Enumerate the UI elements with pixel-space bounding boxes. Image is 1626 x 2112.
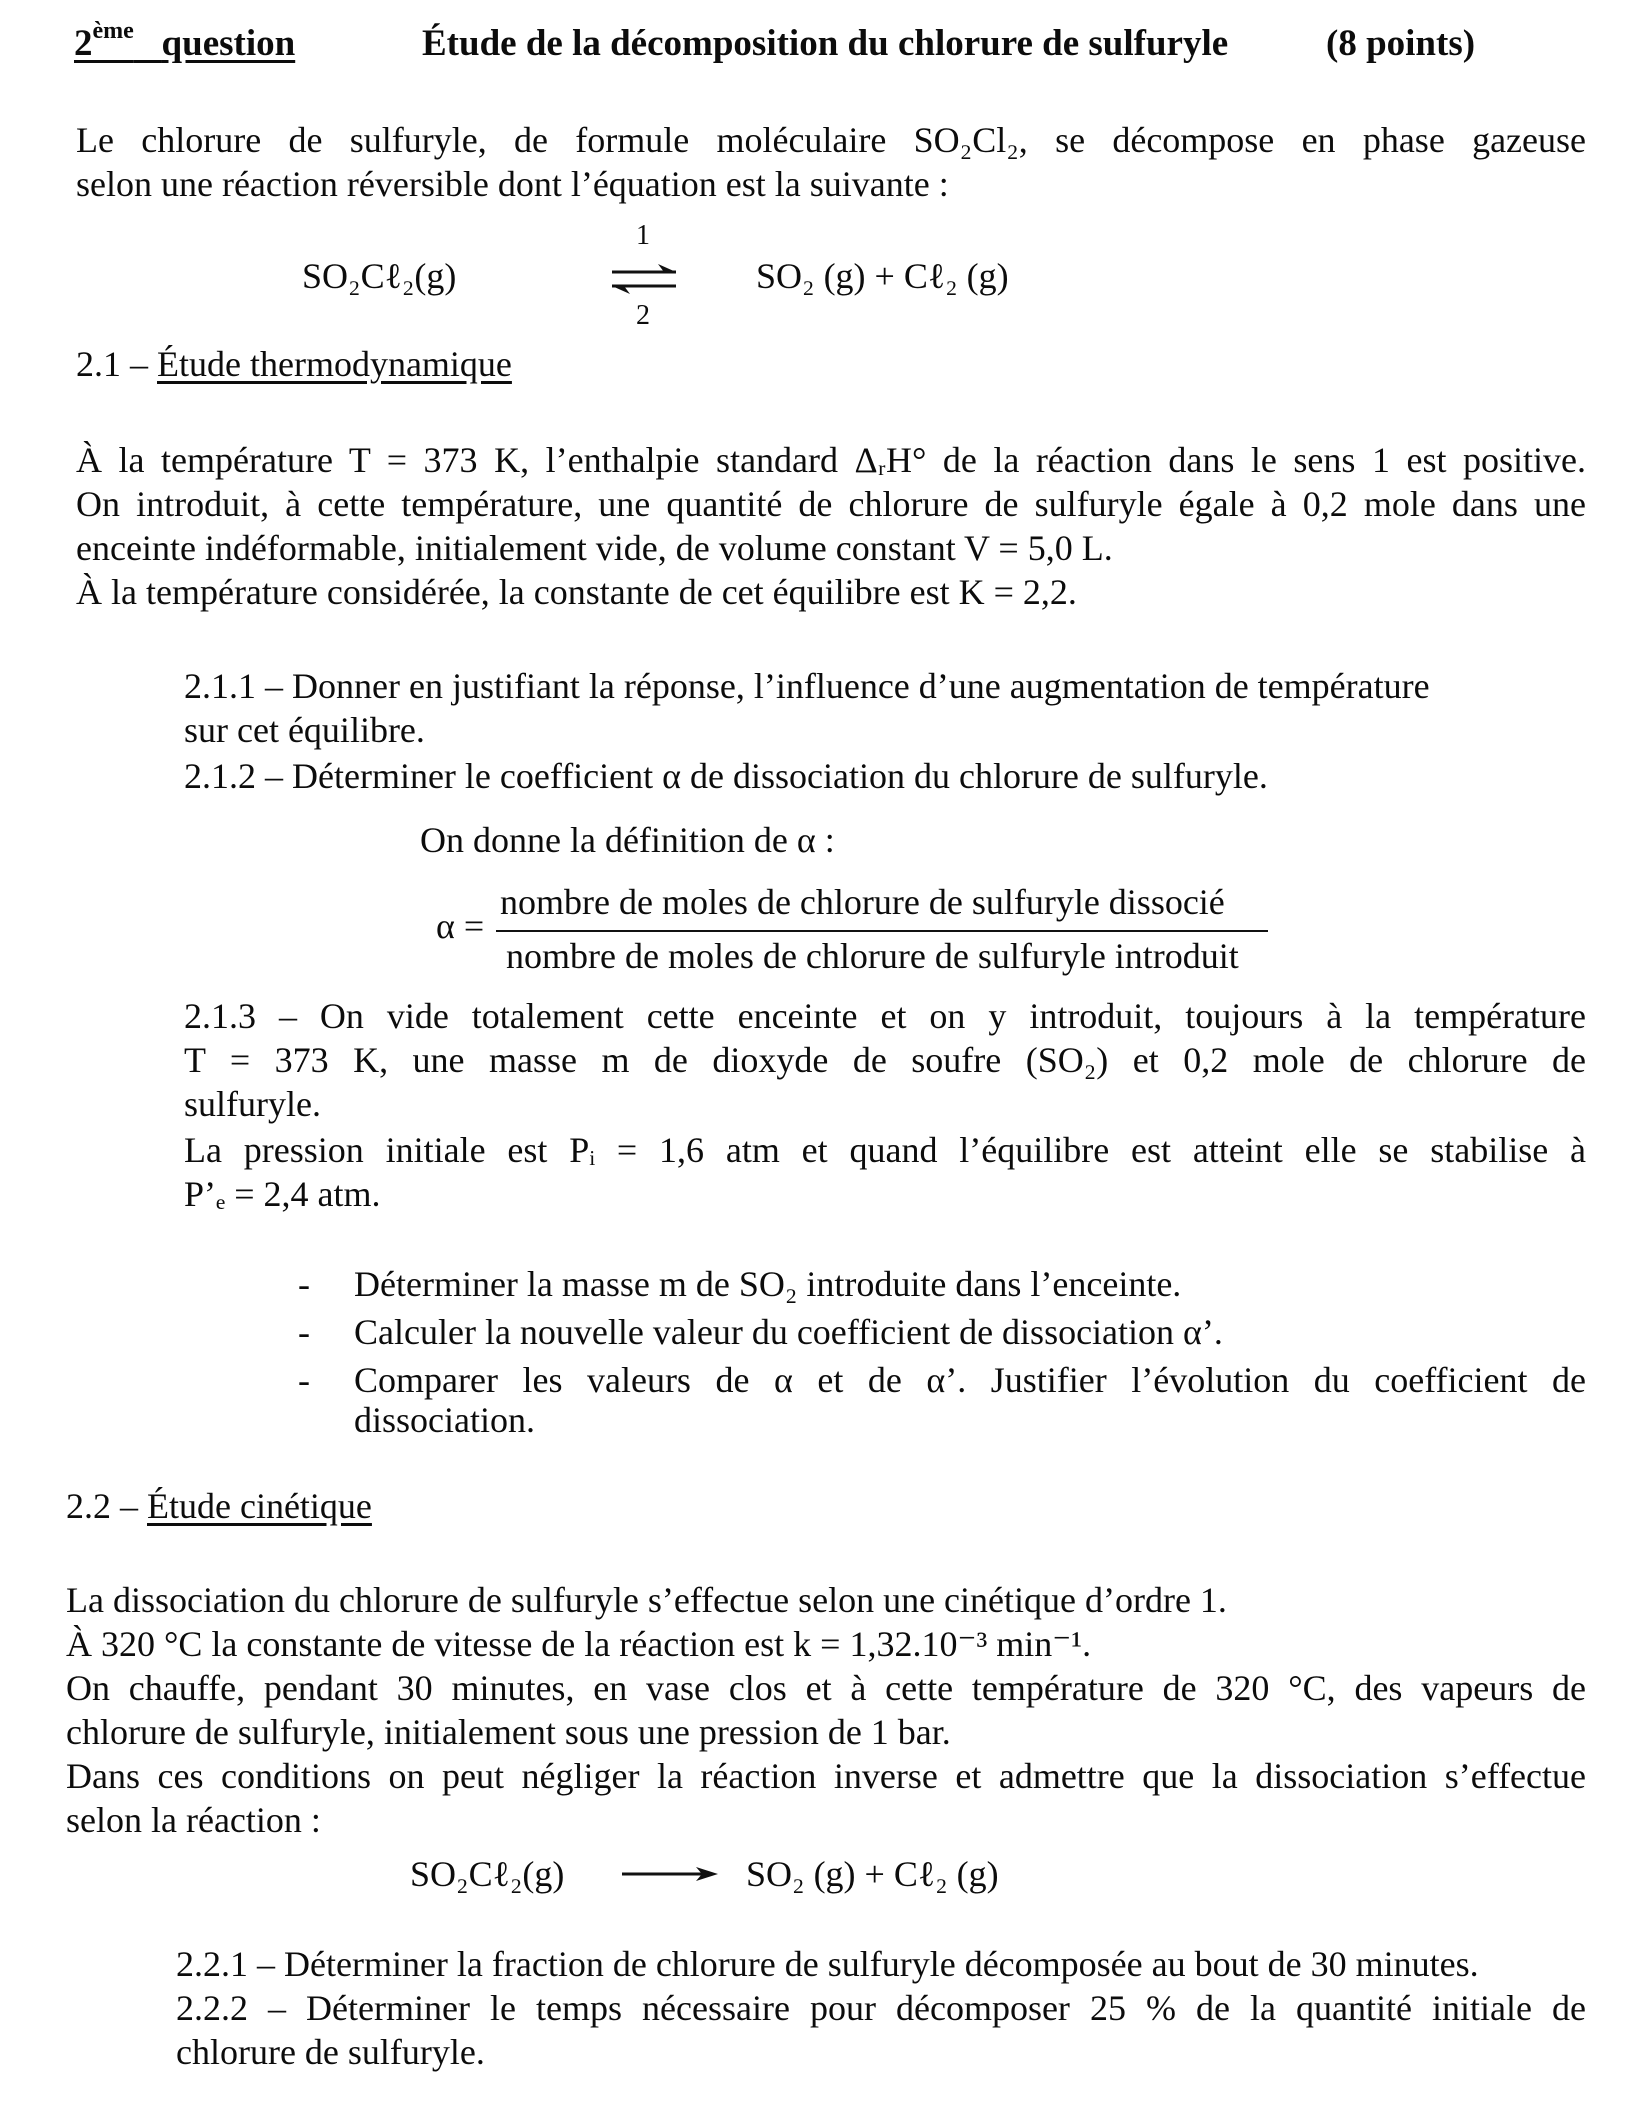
question-2-2-2: 2.2.2 – Déterminer le temps nécessaire pour décomposer 25 % de la quantité initiale de	[176, 1988, 1586, 2028]
bullet-item: Comparer les valeurs de α et de α’. Justifier l’évolution du coefficient de	[354, 1360, 1586, 1400]
question-2-1-1-cont: sur cet équilibre.	[184, 710, 425, 750]
equation-lhs: SO₂Cℓ₂(g)	[302, 256, 457, 296]
intro-line-2: selon une réaction réversible dont l’équation est la suivante :	[76, 164, 949, 204]
fraction-numerator: nombre de moles de chlorure de sulfuryle dissocié	[500, 882, 1225, 922]
bullet-mark: -	[298, 1312, 310, 1352]
question-number: 2ème question	[74, 17, 296, 64]
alpha-definition-intro: On donne la définition de α :	[420, 820, 835, 860]
reaction-arrow-icon	[620, 1864, 720, 1884]
fraction-bar	[496, 930, 1268, 932]
section-heading-2-1: 2.1 – Étude thermodynamique	[76, 344, 512, 384]
question-2-2-1: 2.2.1 – Déterminer la fraction de chlorure de sulfuryle décomposée au bout de 30 minutes.	[176, 1944, 1479, 1984]
equilibrium-equation	[0, 210, 1626, 330]
equation-rhs: SO₂ (g) + Cℓ₂ (g)	[756, 256, 1009, 296]
equation-lhs: SO₂Cℓ₂(g)	[410, 1854, 565, 1894]
question-2-1-3-line: T = 373 K, une masse m de dioxyde de soufre (SO₂) et 0,2 mole de chlorure de	[184, 1040, 1586, 1080]
kinetics-text-line: selon la réaction :	[66, 1800, 321, 1840]
exam-header	[74, 17, 1494, 72]
arrow-label-forward: 1	[636, 220, 650, 251]
kinetics-text-line: On chauffe, pendant 30 minutes, en vase clos et à cette température de 320 °C, des vapeurs de	[66, 1668, 1586, 1708]
points: (8 points)	[1326, 23, 1476, 64]
bullet-item: Déterminer la masse m de SO₂ introduite dans l’enceinte.	[354, 1264, 1182, 1304]
bullet-item: Calculer la nouvelle valeur du coefficient de dissociation α’.	[354, 1312, 1223, 1352]
thermo-text-line: enceinte indéformable, initialement vide, de volume constant V = 5,0 L.	[76, 528, 1113, 568]
thermo-text-line: On introduit, à cette température, une quantité de chlorure de sulfuryle égale à 0,2 mole dans une	[76, 484, 1586, 524]
arrow-label-backward: 2	[636, 300, 650, 331]
thermo-text-line: À la température T = 373 K, l’enthalpie standard ΔᵣH° de la réaction dans le sens 1 est positive.	[76, 440, 1586, 480]
fraction-denominator: nombre de moles de chlorure de sulfuryle introduit	[506, 936, 1239, 976]
decomposition-equation	[0, 1852, 1626, 1908]
kinetics-text-line: chlorure de sulfuryle, initialement sous une pression de 1 bar.	[66, 1712, 951, 1752]
question-2-1-3-line: P’ₑ = 2,4 atm.	[184, 1174, 381, 1214]
question-2-1-3-line: sulfuryle.	[184, 1084, 321, 1124]
alpha-symbol: α =	[436, 906, 485, 946]
bullet-mark: -	[298, 1264, 310, 1304]
bullet-item-cont: dissociation.	[354, 1400, 535, 1440]
section-heading-2-2: 2.2 – Étude cinétique	[66, 1486, 372, 1526]
alpha-formula	[0, 880, 1626, 1000]
question-title: Étude de la décomposition du chlorure de sulfuryle	[422, 23, 1229, 64]
bullet-mark: -	[298, 1360, 310, 1400]
question-2-2-2-cont: chlorure de sulfuryle.	[176, 2032, 485, 2072]
question-2-1-1: 2.1.1 – Donner en justifiant la réponse, l’influence d’une augmentation de température	[184, 666, 1430, 706]
question-2-1-3-line: La pression initiale est Pᵢ = 1,6 atm et quand l’équilibre est atteint elle se stabilise à	[184, 1130, 1586, 1170]
equation-rhs: SO₂ (g) + Cℓ₂ (g)	[746, 1854, 999, 1894]
thermo-text-line: À la température considérée, la constante de cet équilibre est K = 2,2.	[76, 572, 1077, 612]
question-2-1-2: 2.1.2 – Déterminer le coefficient α de dissociation du chlorure de sulfuryle.	[184, 756, 1268, 796]
kinetics-text-line: La dissociation du chlorure de sulfuryle s’effectue selon une cinétique d’ordre 1.	[66, 1580, 1227, 1620]
question-2-1-3: 2.1.3 – On vide totalement cette enceinte et on y introduit, toujours à la température	[184, 996, 1586, 1036]
kinetics-text-line: Dans ces conditions on peut négliger la réaction inverse et admettre que la dissociation s’effectue	[66, 1756, 1586, 1796]
kinetics-text-line: À 320 °C la constante de vitesse de la réaction est k = 1,32.10⁻³ min⁻¹.	[66, 1624, 1092, 1664]
intro-line-1: Le chlorure de sulfuryle, de formule moléculaire SO₂Cl₂, se décompose en phase gazeuse	[76, 120, 1586, 160]
